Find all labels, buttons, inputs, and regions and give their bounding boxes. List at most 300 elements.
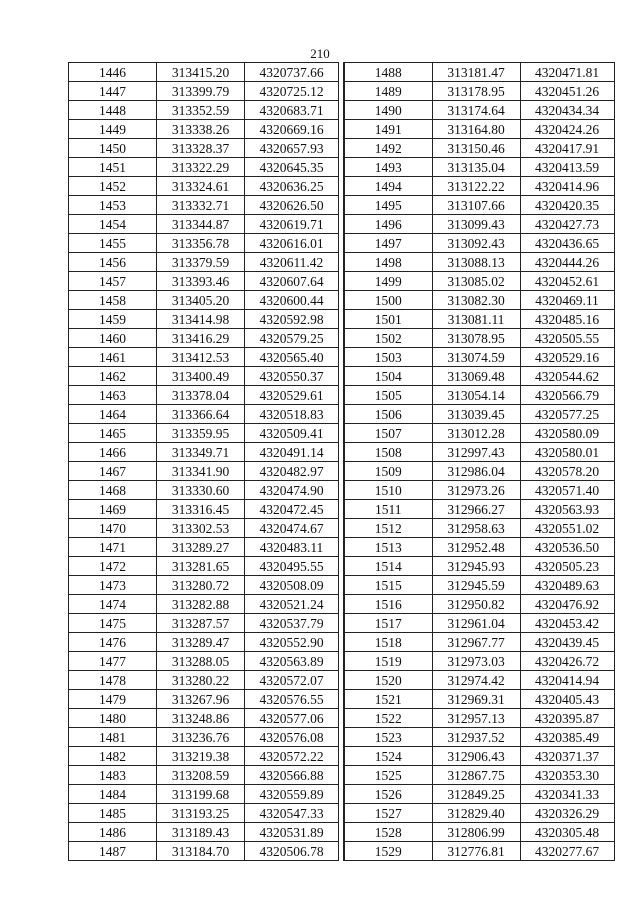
page-number: 210 [310, 46, 330, 61]
point-id-cell: 1506 [344, 405, 432, 424]
point-id-cell: 1470 [69, 519, 157, 538]
point-id-cell: 1473 [69, 576, 157, 595]
point-id-cell: 1477 [69, 652, 157, 671]
table-row [69, 158, 339, 177]
point-id-cell: 1514 [344, 557, 432, 576]
point-id-cell: 1520 [344, 671, 432, 690]
y-coordinate-cell: 4320572.07 [245, 671, 339, 690]
table-row [344, 424, 614, 443]
x-coordinate-cell: 312969.31 [432, 690, 520, 709]
table-row [344, 196, 614, 215]
y-coordinate-cell: 4320353.30 [520, 766, 614, 785]
point-id-cell: 1469 [69, 500, 157, 519]
table-row [344, 766, 614, 785]
table-row [69, 367, 339, 386]
table-row [344, 633, 614, 652]
x-coordinate-cell: 313352.59 [157, 101, 245, 120]
y-coordinate-cell: 4320537.79 [245, 614, 339, 633]
x-coordinate-cell: 313181.47 [432, 63, 520, 82]
y-coordinate-cell: 4320341.33 [520, 785, 614, 804]
y-coordinate-cell: 4320277.67 [520, 842, 614, 861]
y-coordinate-cell: 4320427.73 [520, 215, 614, 234]
x-coordinate-cell: 313289.27 [157, 538, 245, 557]
x-coordinate-cell: 313012.28 [432, 424, 520, 443]
point-id-cell: 1485 [69, 804, 157, 823]
point-id-cell: 1479 [69, 690, 157, 709]
y-coordinate-cell: 4320491.14 [245, 443, 339, 462]
x-coordinate-cell: 313267.96 [157, 690, 245, 709]
x-coordinate-cell: 313208.59 [157, 766, 245, 785]
table-row [69, 101, 339, 120]
y-coordinate-cell: 4320506.78 [245, 842, 339, 861]
table-row [69, 766, 339, 785]
table-row [344, 234, 614, 253]
y-coordinate-cell: 4320592.98 [245, 310, 339, 329]
x-coordinate-cell: 313280.22 [157, 671, 245, 690]
x-coordinate-cell: 313356.78 [157, 234, 245, 253]
table-row [344, 177, 614, 196]
x-coordinate-cell: 312945.93 [432, 557, 520, 576]
x-coordinate-cell: 313288.05 [157, 652, 245, 671]
table-row [344, 595, 614, 614]
x-coordinate-cell: 313332.71 [157, 196, 245, 215]
table-row [69, 424, 339, 443]
x-coordinate-cell: 313393.46 [157, 272, 245, 291]
x-coordinate-cell: 313287.57 [157, 614, 245, 633]
x-coordinate-cell: 312952.48 [432, 538, 520, 557]
table-row [344, 272, 614, 291]
table-row [69, 519, 339, 538]
table-row [69, 500, 339, 519]
coordinate-table-right [343, 62, 615, 861]
point-id-cell: 1475 [69, 614, 157, 633]
point-id-cell: 1460 [69, 329, 157, 348]
table-row [69, 804, 339, 823]
y-coordinate-cell: 4320600.44 [245, 291, 339, 310]
x-coordinate-cell: 312973.26 [432, 481, 520, 500]
table-row [69, 690, 339, 709]
table-row [69, 823, 339, 842]
point-id-cell: 1449 [69, 120, 157, 139]
point-id-cell: 1447 [69, 82, 157, 101]
y-coordinate-cell: 4320420.35 [520, 196, 614, 215]
x-coordinate-cell: 313379.59 [157, 253, 245, 272]
table-row [344, 82, 614, 101]
table-row [344, 671, 614, 690]
y-coordinate-cell: 4320626.50 [245, 196, 339, 215]
coordinate-table-right-body [344, 63, 614, 861]
y-coordinate-cell: 4320521.24 [245, 595, 339, 614]
y-coordinate-cell: 4320566.88 [245, 766, 339, 785]
y-coordinate-cell: 4320434.34 [520, 101, 614, 120]
x-coordinate-cell: 313236.76 [157, 728, 245, 747]
y-coordinate-cell: 4320683.71 [245, 101, 339, 120]
y-coordinate-cell: 4320483.11 [245, 538, 339, 557]
point-id-cell: 1466 [69, 443, 157, 462]
point-id-cell: 1488 [344, 63, 432, 82]
point-id-cell: 1448 [69, 101, 157, 120]
x-coordinate-cell: 313414.98 [157, 310, 245, 329]
table-row [69, 177, 339, 196]
x-coordinate-cell: 313322.29 [157, 158, 245, 177]
x-coordinate-cell: 312950.82 [432, 595, 520, 614]
y-coordinate-cell: 4320580.09 [520, 424, 614, 443]
point-id-cell: 1465 [69, 424, 157, 443]
point-id-cell: 1495 [344, 196, 432, 215]
table-row [69, 63, 339, 82]
table-row [69, 139, 339, 158]
x-coordinate-cell: 312806.99 [432, 823, 520, 842]
point-id-cell: 1456 [69, 253, 157, 272]
y-coordinate-cell: 4320405.43 [520, 690, 614, 709]
point-id-cell: 1467 [69, 462, 157, 481]
x-coordinate-cell: 312945.59 [432, 576, 520, 595]
y-coordinate-cell: 4320657.93 [245, 139, 339, 158]
x-coordinate-cell: 313039.45 [432, 405, 520, 424]
point-id-cell: 1516 [344, 595, 432, 614]
point-id-cell: 1496 [344, 215, 432, 234]
y-coordinate-cell: 4320436.65 [520, 234, 614, 253]
table-row [344, 823, 614, 842]
y-coordinate-cell: 4320645.35 [245, 158, 339, 177]
y-coordinate-cell: 4320489.63 [520, 576, 614, 595]
table-row [344, 652, 614, 671]
y-coordinate-cell: 4320518.83 [245, 405, 339, 424]
table-row [69, 595, 339, 614]
x-coordinate-cell: 312849.25 [432, 785, 520, 804]
point-id-cell: 1505 [344, 386, 432, 405]
x-coordinate-cell: 312961.04 [432, 614, 520, 633]
point-id-cell: 1522 [344, 709, 432, 728]
point-id-cell: 1461 [69, 348, 157, 367]
x-coordinate-cell: 312997.43 [432, 443, 520, 462]
y-coordinate-cell: 4320636.25 [245, 177, 339, 196]
table-row [344, 158, 614, 177]
y-coordinate-cell: 4320550.37 [245, 367, 339, 386]
point-id-cell: 1504 [344, 367, 432, 386]
table-row [69, 462, 339, 481]
x-coordinate-cell: 313092.43 [432, 234, 520, 253]
point-id-cell: 1500 [344, 291, 432, 310]
table-row [69, 405, 339, 424]
x-coordinate-cell: 313150.46 [432, 139, 520, 158]
point-id-cell: 1508 [344, 443, 432, 462]
y-coordinate-cell: 4320611.42 [245, 253, 339, 272]
point-id-cell: 1490 [344, 101, 432, 120]
table-row [344, 462, 614, 481]
x-coordinate-cell: 313122.22 [432, 177, 520, 196]
x-coordinate-cell: 313219.38 [157, 747, 245, 766]
point-id-cell: 1463 [69, 386, 157, 405]
point-id-cell: 1472 [69, 557, 157, 576]
table-row [69, 842, 339, 861]
x-coordinate-cell: 312829.40 [432, 804, 520, 823]
x-coordinate-cell: 313324.61 [157, 177, 245, 196]
table-row [69, 196, 339, 215]
point-id-cell: 1518 [344, 633, 432, 652]
y-coordinate-cell: 4320509.41 [245, 424, 339, 443]
x-coordinate-cell: 313399.79 [157, 82, 245, 101]
point-id-cell: 1515 [344, 576, 432, 595]
x-coordinate-cell: 313405.20 [157, 291, 245, 310]
y-coordinate-cell: 4320531.89 [245, 823, 339, 842]
point-id-cell: 1492 [344, 139, 432, 158]
y-coordinate-cell: 4320476.92 [520, 595, 614, 614]
point-id-cell: 1526 [344, 785, 432, 804]
x-coordinate-cell: 312957.13 [432, 709, 520, 728]
x-coordinate-cell: 312906.43 [432, 747, 520, 766]
x-coordinate-cell: 313174.64 [432, 101, 520, 120]
y-coordinate-cell: 4320737.66 [245, 63, 339, 82]
y-coordinate-cell: 4320474.67 [245, 519, 339, 538]
x-coordinate-cell: 313088.13 [432, 253, 520, 272]
table-row [344, 253, 614, 272]
table-row [69, 671, 339, 690]
point-id-cell: 1493 [344, 158, 432, 177]
point-id-cell: 1480 [69, 709, 157, 728]
y-coordinate-cell: 4320417.91 [520, 139, 614, 158]
x-coordinate-cell: 313330.60 [157, 481, 245, 500]
table-row [344, 747, 614, 766]
x-coordinate-cell: 313248.86 [157, 709, 245, 728]
table-row [69, 82, 339, 101]
y-coordinate-cell: 4320547.33 [245, 804, 339, 823]
x-coordinate-cell: 313164.80 [432, 120, 520, 139]
point-id-cell: 1474 [69, 595, 157, 614]
x-coordinate-cell: 313338.26 [157, 120, 245, 139]
y-coordinate-cell: 4320444.26 [520, 253, 614, 272]
y-coordinate-cell: 4320576.08 [245, 728, 339, 747]
table-row [344, 481, 614, 500]
coordinate-tables [68, 62, 612, 861]
table-row [69, 576, 339, 595]
table-row [69, 747, 339, 766]
point-id-cell: 1458 [69, 291, 157, 310]
y-coordinate-cell: 4320453.42 [520, 614, 614, 633]
x-coordinate-cell: 312974.42 [432, 671, 520, 690]
table-row [344, 139, 614, 158]
coordinate-table-left-body [69, 63, 339, 861]
point-id-cell: 1457 [69, 272, 157, 291]
table-row [69, 652, 339, 671]
table-row [344, 120, 614, 139]
y-coordinate-cell: 4320529.61 [245, 386, 339, 405]
y-coordinate-cell: 4320371.37 [520, 747, 614, 766]
y-coordinate-cell: 4320326.29 [520, 804, 614, 823]
point-id-cell: 1497 [344, 234, 432, 253]
y-coordinate-cell: 4320395.87 [520, 709, 614, 728]
table-row [344, 443, 614, 462]
table-row [69, 538, 339, 557]
x-coordinate-cell: 313412.53 [157, 348, 245, 367]
table-row [344, 215, 614, 234]
y-coordinate-cell: 4320580.01 [520, 443, 614, 462]
y-coordinate-cell: 4320505.23 [520, 557, 614, 576]
x-coordinate-cell: 313099.43 [432, 215, 520, 234]
table-row [344, 690, 614, 709]
x-coordinate-cell: 313193.25 [157, 804, 245, 823]
y-coordinate-cell: 4320508.09 [245, 576, 339, 595]
table-row [69, 728, 339, 747]
table-row [344, 291, 614, 310]
table-row [344, 405, 614, 424]
y-coordinate-cell: 4320576.55 [245, 690, 339, 709]
point-id-cell: 1498 [344, 253, 432, 272]
y-coordinate-cell: 4320619.71 [245, 215, 339, 234]
x-coordinate-cell: 313282.88 [157, 595, 245, 614]
x-coordinate-cell: 312966.27 [432, 500, 520, 519]
point-id-cell: 1517 [344, 614, 432, 633]
y-coordinate-cell: 4320424.26 [520, 120, 614, 139]
point-id-cell: 1529 [344, 842, 432, 861]
y-coordinate-cell: 4320552.90 [245, 633, 339, 652]
table-row [69, 633, 339, 652]
point-id-cell: 1503 [344, 348, 432, 367]
point-id-cell: 1452 [69, 177, 157, 196]
table-row [344, 63, 614, 82]
point-id-cell: 1527 [344, 804, 432, 823]
y-coordinate-cell: 4320544.62 [520, 367, 614, 386]
point-id-cell: 1482 [69, 747, 157, 766]
x-coordinate-cell: 313135.04 [432, 158, 520, 177]
table-row [344, 367, 614, 386]
x-coordinate-cell: 313085.02 [432, 272, 520, 291]
y-coordinate-cell: 4320616.01 [245, 234, 339, 253]
table-row [69, 557, 339, 576]
table-row [69, 481, 339, 500]
y-coordinate-cell: 4320529.16 [520, 348, 614, 367]
coordinate-table-left [68, 62, 339, 861]
x-coordinate-cell: 313107.66 [432, 196, 520, 215]
y-coordinate-cell: 4320413.59 [520, 158, 614, 177]
table-row [344, 500, 614, 519]
point-id-cell: 1510 [344, 481, 432, 500]
point-id-cell: 1468 [69, 481, 157, 500]
point-id-cell: 1450 [69, 139, 157, 158]
x-coordinate-cell: 313400.49 [157, 367, 245, 386]
y-coordinate-cell: 4320565.40 [245, 348, 339, 367]
table-row [344, 310, 614, 329]
x-coordinate-cell: 313316.45 [157, 500, 245, 519]
point-id-cell: 1446 [69, 63, 157, 82]
table-row [344, 101, 614, 120]
point-id-cell: 1487 [69, 842, 157, 861]
y-coordinate-cell: 4320578.20 [520, 462, 614, 481]
table-row [344, 348, 614, 367]
x-coordinate-cell: 313078.95 [432, 329, 520, 348]
y-coordinate-cell: 4320566.79 [520, 386, 614, 405]
x-coordinate-cell: 313074.59 [432, 348, 520, 367]
table-row [69, 253, 339, 272]
table-row [344, 728, 614, 747]
y-coordinate-cell: 4320607.64 [245, 272, 339, 291]
point-id-cell: 1523 [344, 728, 432, 747]
y-coordinate-cell: 4320474.90 [245, 481, 339, 500]
point-id-cell: 1455 [69, 234, 157, 253]
table-row [69, 329, 339, 348]
x-coordinate-cell: 313054.14 [432, 386, 520, 405]
point-id-cell: 1491 [344, 120, 432, 139]
point-id-cell: 1462 [69, 367, 157, 386]
y-coordinate-cell: 4320426.72 [520, 652, 614, 671]
y-coordinate-cell: 4320495.55 [245, 557, 339, 576]
point-id-cell: 1499 [344, 272, 432, 291]
y-coordinate-cell: 4320414.96 [520, 177, 614, 196]
table-row [69, 215, 339, 234]
point-id-cell: 1509 [344, 462, 432, 481]
y-coordinate-cell: 4320563.93 [520, 500, 614, 519]
x-coordinate-cell: 313378.04 [157, 386, 245, 405]
x-coordinate-cell: 312776.81 [432, 842, 520, 861]
table-row [344, 519, 614, 538]
table-row [344, 614, 614, 633]
y-coordinate-cell: 4320577.25 [520, 405, 614, 424]
y-coordinate-cell: 4320669.16 [245, 120, 339, 139]
x-coordinate-cell: 313199.68 [157, 785, 245, 804]
y-coordinate-cell: 4320725.12 [245, 82, 339, 101]
table-row [344, 538, 614, 557]
x-coordinate-cell: 313189.43 [157, 823, 245, 842]
x-coordinate-cell: 312937.52 [432, 728, 520, 747]
x-coordinate-cell: 313359.95 [157, 424, 245, 443]
y-coordinate-cell: 4320551.02 [520, 519, 614, 538]
x-coordinate-cell: 312967.77 [432, 633, 520, 652]
x-coordinate-cell: 313280.72 [157, 576, 245, 595]
y-coordinate-cell: 4320572.22 [245, 747, 339, 766]
x-coordinate-cell: 312986.04 [432, 462, 520, 481]
table-row [344, 842, 614, 861]
table-row [344, 709, 614, 728]
x-coordinate-cell: 312867.75 [432, 766, 520, 785]
point-id-cell: 1511 [344, 500, 432, 519]
table-row [69, 348, 339, 367]
point-id-cell: 1489 [344, 82, 432, 101]
y-coordinate-cell: 4320451.26 [520, 82, 614, 101]
x-coordinate-cell: 313415.20 [157, 63, 245, 82]
x-coordinate-cell: 313349.71 [157, 443, 245, 462]
y-coordinate-cell: 4320414.94 [520, 671, 614, 690]
y-coordinate-cell: 4320571.40 [520, 481, 614, 500]
x-coordinate-cell: 312973.03 [432, 652, 520, 671]
table-row [69, 310, 339, 329]
point-id-cell: 1454 [69, 215, 157, 234]
point-id-cell: 1528 [344, 823, 432, 842]
x-coordinate-cell: 312958.63 [432, 519, 520, 538]
point-id-cell: 1513 [344, 538, 432, 557]
table-row [69, 709, 339, 728]
table-row [344, 386, 614, 405]
y-coordinate-cell: 4320469.11 [520, 291, 614, 310]
y-coordinate-cell: 4320482.97 [245, 462, 339, 481]
x-coordinate-cell: 313366.64 [157, 405, 245, 424]
table-row [69, 386, 339, 405]
point-id-cell: 1486 [69, 823, 157, 842]
y-coordinate-cell: 4320452.61 [520, 272, 614, 291]
y-coordinate-cell: 4320439.45 [520, 633, 614, 652]
x-coordinate-cell: 313081.11 [432, 310, 520, 329]
point-id-cell: 1451 [69, 158, 157, 177]
y-coordinate-cell: 4320536.50 [520, 538, 614, 557]
table-row [344, 576, 614, 595]
x-coordinate-cell: 313344.87 [157, 215, 245, 234]
point-id-cell: 1459 [69, 310, 157, 329]
x-coordinate-cell: 313302.53 [157, 519, 245, 538]
y-coordinate-cell: 4320471.81 [520, 63, 614, 82]
x-coordinate-cell: 313416.29 [157, 329, 245, 348]
table-row [344, 557, 614, 576]
table-row [69, 291, 339, 310]
y-coordinate-cell: 4320579.25 [245, 329, 339, 348]
